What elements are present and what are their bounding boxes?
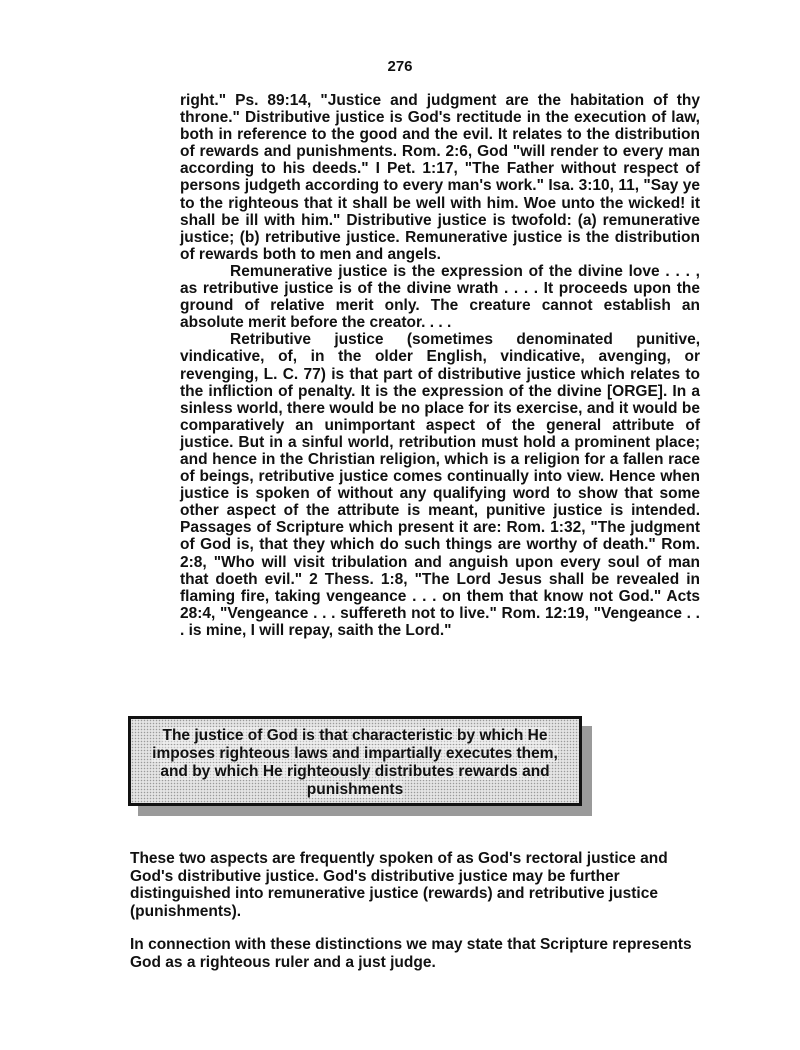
page-number: 276	[387, 58, 413, 75]
quote-paragraph: Retributive justice (sometimes denominated punitive, vindicative, of, in the older English, vindicative, avenging, or revenging, L. C. 77) is that part of distributive justice which relates to the infliction of penalty. It is the expression of the divine [ORGE]. In a sinless world, there would be no place for its exercise, and it would be comparatively an unimportant aspect of the general attribute of justice. But in a sinful world, retribution must hold a prominent place; and hence in the Christian religion, which is a religion for a fallen race of beings, retributive justice comes continually into view. Hence when justice is spoken of without any qualifying word to show that some other aspect of the attribute is meant, punitive justice is intended. Passages of Scripture which present it are: Rom. 1:32, "The judgment of God is, that they which do such things are worthy of death." Rom. 2:8, "Who will visit tribulation and anguish upon every soul of man that doeth evil." 2 Thess. 1:8, "The Lord Jesus shall be revealed in flaming fire, taking vengeance . . . on them that know not God." Acts 28:4, "Vengeance . . . suffereth not to live." Rom. 12:19, "Vengeance . . . is mine, I will repay, saith the Lord."	[180, 331, 700, 639]
quote-paragraph: Remunerative justice is the expression of the divine love . . . , as retributive justice is of the divine wrath . . . . It proceeds upon the ground of relative merit only. The creature cannot establish an absolute merit before the creator. . . .	[180, 262, 700, 332]
body-paragraph-text: In connection with these distinctions we may state that Scripture represents God as a righteous ruler and a just judge.	[130, 936, 692, 971]
quoted-passage	[180, 92, 700, 639]
definition-callout-box	[128, 716, 582, 806]
body-paragraph	[130, 850, 700, 920]
quote-paragraph: right." Ps. 89:14, "Justice and judgment are the habitation of thy throne." Distributive justice is God's rectitude in the execution of law, both in reference to the good and the evil. It relates to the distribution of rewards and punishments. Rom. 2:6, God "will render to every man according to his deeds." I Pet. 1:17, "The Father without respect of persons judgeth according to every man's work." Isa. 3:10, 11, "Say ye to the righteous that it shall be well with him. Woe unto the wicked! it shall be ill with him." Distributive justice is twofold: (a) remunerative justice; (b) retributive justice. Remunerative justice is the distribution of rewards both to men and angels.	[180, 92, 700, 263]
definition-callout-text: The justice of God is that characteristic by which He imposes righteous laws and impartially executes them, and by which He righteously distributes rewards and punishments	[152, 727, 558, 798]
body-paragraph-text: These two aspects are frequently spoken of as God's rectoral justice and God's distributive justice. God's distributive justice may be further distinguished into remunerative justice (rewards) and retributive justice (punishments).	[130, 850, 668, 920]
body-paragraph	[130, 936, 700, 971]
